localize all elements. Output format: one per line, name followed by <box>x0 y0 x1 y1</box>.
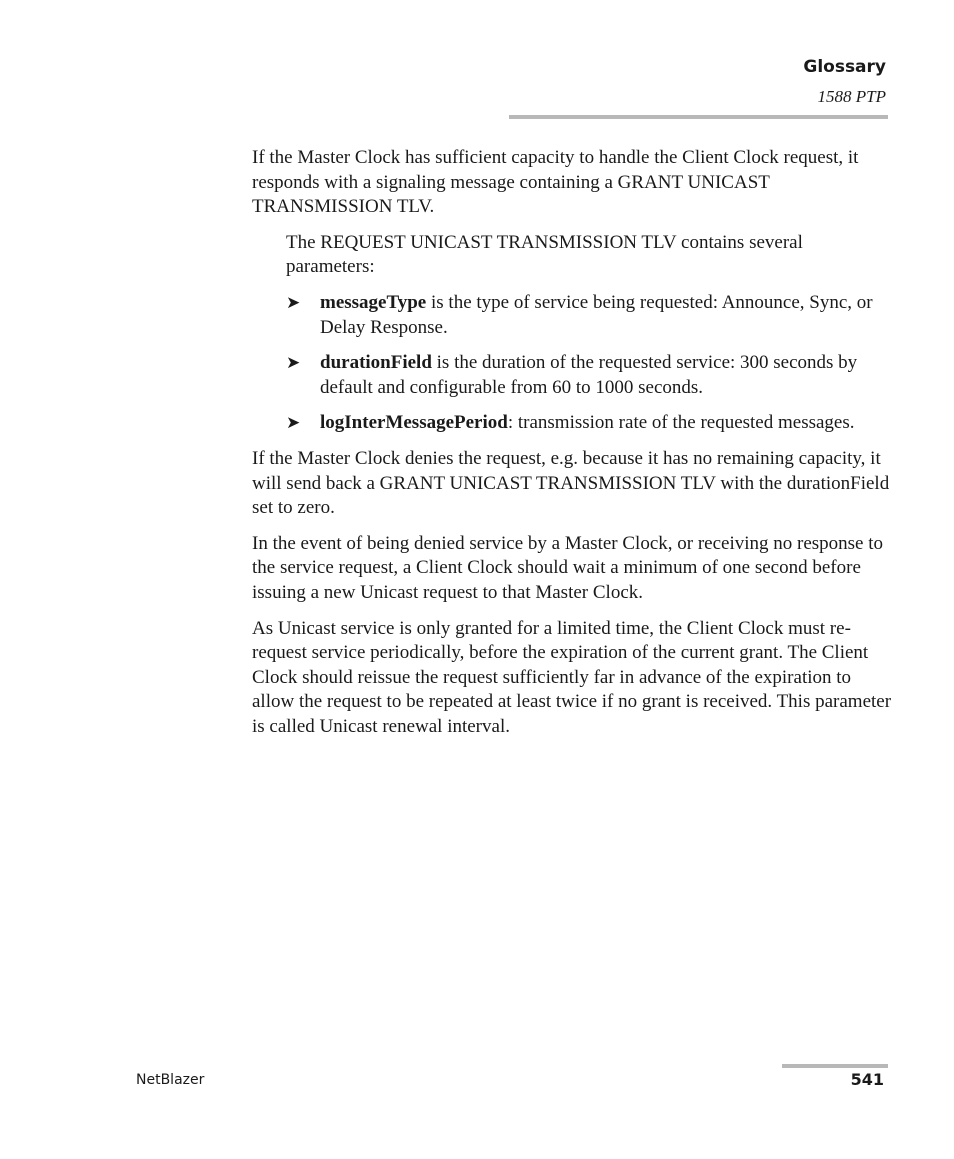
parameter-term: messageType <box>320 291 427 313</box>
parameter-description: is the duration of the requested service: 300 seconds by default and configurable from 60 to 1000 seconds. <box>320 352 858 398</box>
list-item <box>286 291 892 340</box>
paragraph-grant: If the Master Clock has sufficient capacity to handle the Client Clock request, it responds with a signaling message containing a GRANT UNICAST TRANSMISSION TLV. <box>252 147 859 218</box>
arrow-bullet-icon: ➤ <box>286 413 301 434</box>
parameter-term: durationField <box>320 352 432 374</box>
parameter-description: is the type of service being requested: Announce, Sync, or Delay Response. <box>320 291 873 338</box>
paragraph-wait: In the event of being denied service by a Master Clock, or receiving no response to the service request, a Client Clock should wait a minimum of one second before issuing a new Unicast request to that Master Clock. <box>252 532 884 603</box>
section-title: Glossary <box>803 57 886 77</box>
parameter-term: logInterMessagePeriod <box>320 412 508 434</box>
paragraph-renewal: As Unicast service is only granted for a limited time, the Client Clock must re-request service periodically, before the expiration of the current grant. The Client Clock should reissue the request sufficiently far in advance of the expiration to allow the request to be repeated at least twice if no grant is received. This parameter is called Unicast renewal interval. <box>252 617 892 737</box>
paragraph-deny: If the Master Clock denies the request, e.g. because it has no remaining capacity, it will send back a GRANT UNICAST TRANSMISSION TLV with the durationField set to zero. <box>252 447 890 519</box>
parameter-list <box>286 291 892 436</box>
footer-divider <box>782 1064 888 1068</box>
page-number: 541 <box>850 1070 884 1089</box>
list-item <box>286 411 892 436</box>
arrow-bullet-icon: ➤ <box>286 292 301 313</box>
page-body <box>252 146 892 750</box>
parameter-description: : transmission rate of the requested messages. <box>507 412 855 434</box>
header-divider <box>509 115 888 119</box>
section-subtitle: 1588 PTP <box>817 87 886 106</box>
product-name: NetBlazer <box>136 1072 205 1088</box>
arrow-bullet-icon: ➤ <box>286 353 301 374</box>
paragraph-tlv-intro: The REQUEST UNICAST TRANSMISSION TLV contains several parameters: <box>286 231 803 278</box>
list-item <box>286 351 892 400</box>
